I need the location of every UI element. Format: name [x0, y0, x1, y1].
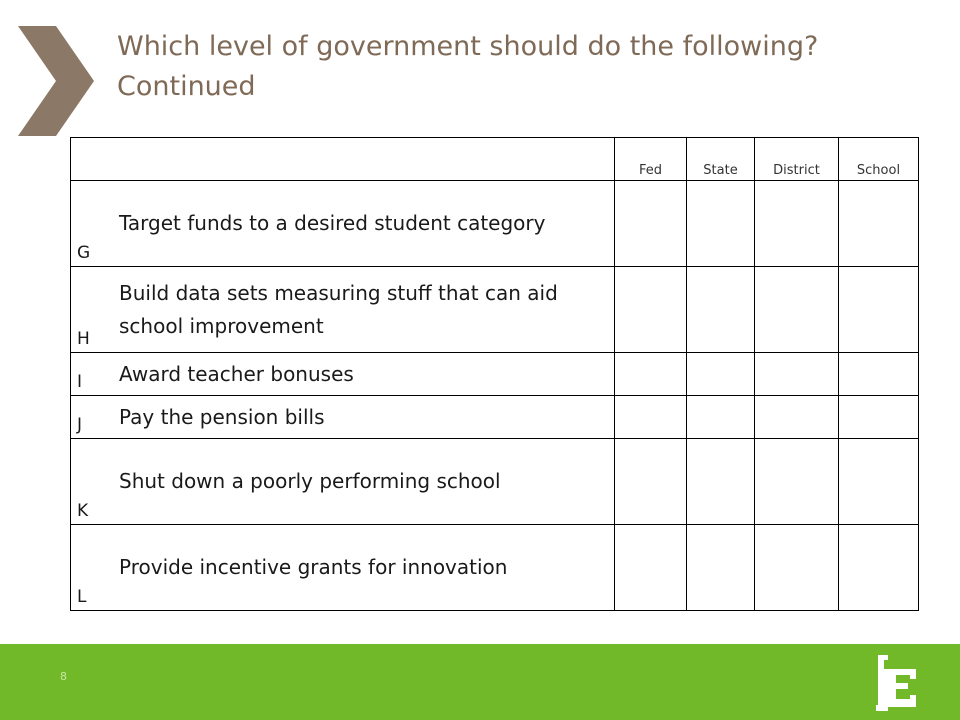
row-letter: H — [77, 329, 90, 349]
chevron-right-icon — [18, 26, 98, 136]
row-letter: J — [77, 415, 83, 435]
row-label-cell — [71, 353, 615, 396]
header-state: State — [687, 138, 755, 181]
cell-school[interactable] — [839, 181, 919, 267]
e-logo-icon — [876, 655, 920, 711]
title-line-1: Which level of government should do the following? — [117, 31, 819, 62]
cell-state[interactable] — [687, 396, 755, 439]
row-label-cell — [71, 439, 615, 525]
cell-state[interactable] — [687, 439, 755, 525]
cell-fed[interactable] — [615, 525, 687, 611]
cell-fed[interactable] — [615, 439, 687, 525]
cell-state[interactable] — [687, 181, 755, 267]
row-letter: G — [77, 243, 91, 263]
row-label-cell — [71, 396, 615, 439]
row-letter: K — [77, 501, 89, 521]
table-row — [71, 439, 919, 525]
cell-school[interactable] — [839, 396, 919, 439]
cell-district[interactable] — [755, 396, 839, 439]
header-district: District — [755, 138, 839, 181]
table-row — [71, 396, 919, 439]
row-label-cell — [71, 181, 615, 267]
row-task: Award teacher bonuses — [119, 361, 354, 386]
cell-school[interactable] — [839, 525, 919, 611]
cell-state[interactable] — [687, 525, 755, 611]
table-row — [71, 525, 919, 611]
cell-school[interactable] — [839, 353, 919, 396]
page-number: 8 — [60, 670, 67, 683]
table-header-row — [71, 138, 919, 181]
footer-bar — [0, 644, 960, 720]
cell-district[interactable] — [755, 353, 839, 396]
cell-district[interactable] — [755, 267, 839, 353]
row-task: Provide incentive grants for innovation — [119, 555, 508, 579]
row-letter: I — [77, 372, 83, 392]
cell-fed[interactable] — [615, 353, 687, 396]
cell-state[interactable] — [687, 353, 755, 396]
title-line-2: Continued — [117, 71, 256, 102]
cell-school[interactable] — [839, 439, 919, 525]
cell-school[interactable] — [839, 267, 919, 353]
row-task: Shut down a poorly performing school — [119, 469, 501, 493]
cell-district[interactable] — [755, 525, 839, 611]
row-label-cell — [71, 267, 615, 353]
table-row — [71, 353, 919, 396]
row-letter: L — [77, 587, 87, 607]
cell-district[interactable] — [755, 439, 839, 525]
header-blank-cell — [71, 138, 615, 181]
row-task: Build data sets measuring stuff that can aid school improvement — [119, 280, 558, 338]
table-row — [71, 181, 919, 267]
header-fed: Fed — [615, 138, 687, 181]
row-task: Pay the pension bills — [119, 404, 325, 429]
government-level-table — [70, 137, 919, 611]
cell-fed[interactable] — [615, 396, 687, 439]
cell-state[interactable] — [687, 267, 755, 353]
table-row — [71, 267, 919, 353]
header-school: School — [839, 138, 919, 181]
cell-district[interactable] — [755, 181, 839, 267]
cell-fed[interactable] — [615, 267, 687, 353]
slide-title — [117, 27, 937, 107]
cell-fed[interactable] — [615, 181, 687, 267]
row-label-cell — [71, 525, 615, 611]
row-task: Target funds to a desired student category — [119, 211, 546, 235]
